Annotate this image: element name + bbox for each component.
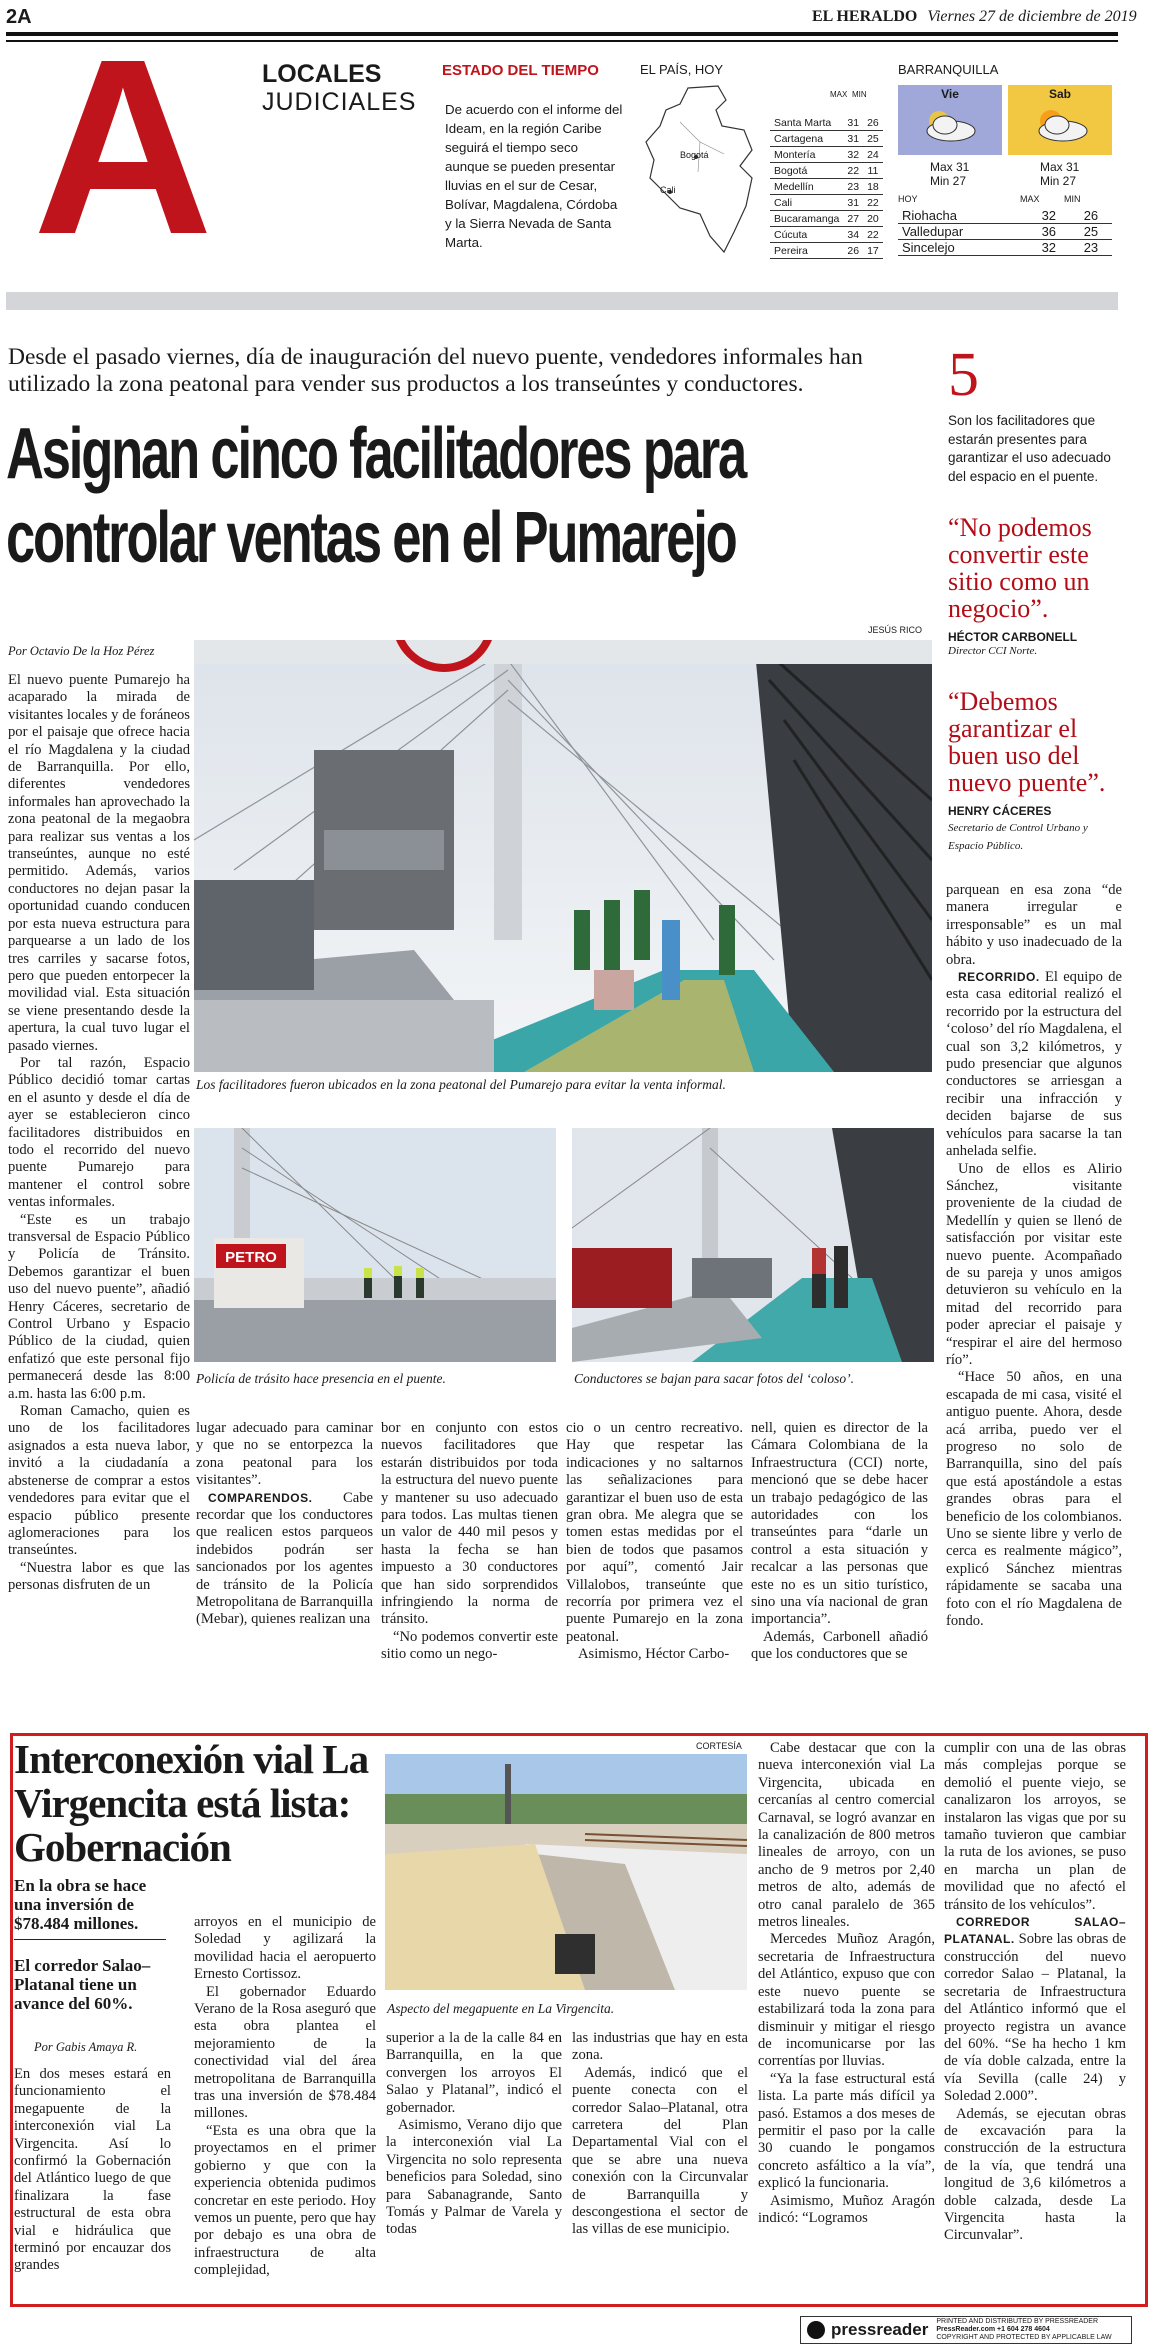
paragraph: “Esta es una obra que la proyectamos en el primer gobierno y que con la experiencia obtenida pudimos concretar en este periodo. Hoy vemos un puente, pero que hay por debajo es una obra de infraestructura de alta complejidad, [194,2122,376,2279]
weather-cell-min: 20 [863,211,883,227]
masthead-date: Viernes 27 de diciembre de 2019 [927,8,1137,25]
lead-label: COMPARENDOS. [208,1490,313,1505]
paragraph: “Este es un trabajo transversal de Espacio Público y Policía de Tránsito. Debemos garantizar el buen uso del nuevo puente”, añadió Henry Cáceres, secretario de Control Urbano y Espacio Público de la ciudad, quien enfatizó que este personal fijo permanecerá desde las 8:00 a.m. hasta las 6:00 p.m. [8,1211,190,1402]
weather-cell-name: Riohacha [898,208,1028,224]
sidebar-number-text: Son los facilitadores que estarán presentes para garantizar el uso adecuado del espacio en el puente. [948,413,1111,484]
weather-cell-name: Bogotá [770,163,843,179]
weather-title: ESTADO DEL TIEMPO [442,62,599,79]
story1-main-caption: Los facilitadores fueron ubicados en la zona peatonal del Pumarejo para evitar la venta informal. [196,1077,726,1092]
pressreader-logo-icon [807,2321,825,2339]
day1-max: Max 31 [930,160,970,174]
story2-headline: Interconexión vial La Virgencita está lista: Gobernación [14,1736,369,1870]
today-max-header: MAX [1020,194,1040,204]
weather-cell-name: Sincelejo [898,240,1028,256]
paragraph: “No podemos convertir este sitio como un nego- [381,1628,558,1663]
paragraph: El gobernador Eduardo Verano de la Rosa aseguró que esta obra plantea el mejoramiento de la conectividad vial del área metropolitana de Barranquilla tras una inversión de $78.484 millones. [194,1983,376,2122]
day2-min: Min 27 [1040,174,1077,188]
lead-label: CORREDOR SALAO–PLATANAL. [944,1915,1126,1947]
weather-cell-max: 31 [843,195,863,211]
lead-text: El equipo de esta casa editorial realizó el recorrido por la estructura del ‘coloso’ del río Magdalena, el cual son 3,2 kilómetros, y pudo presenciar que algunos conductores se arriesgan a recibir una infracción y deciden bajarse de sus vehículos para sacarse la tan anhelada selfie. [946,969,1122,1160]
paragraph: Además, indicó que el puente conecta con el corredor Salao–Platanal, otra carretera del Plan Departamental Vial con el que se abre una nueva conexión con la Circunvalar de Barranquilla y descongestiona el sector de las villas de ese municipio. [572,2064,748,2238]
paragraph: Asimismo, Héctor Carbo- [578,1646,730,1663]
sidebar-quote-2: “Debemos garantizar el buen uso del nuevo puente”. [948,687,1106,797]
weather-cell-min: 22 [863,195,883,211]
section-line2: JUDICIALES [262,88,417,116]
paragraph: cio o un centro recreativo. Hay que respetar las indicaciones y no saltarnos las señalizaciones para garantizar el buen uso de esta gran obra. Me alegra que se tomen estas medidas por el bien de todos que pasamos por aquí”, comentó Jair Villalobos, transeúnte que recorría por primera vez el puente Pumarejo en la zona peatonal. [566,1420,743,1645]
weather-row [770,227,883,243]
forecast-day-2 [1008,85,1112,155]
lead-paragraph [944,1914,1126,2105]
weather-cell-name: Santa Marta [770,115,843,131]
map-label-bogota: Bogotá [680,150,709,160]
story1-main-photo [194,640,932,1072]
paragraph: superior a la de la calle 84 en Barranquilla, en la que convergen los arroyos El Salao y Platanal”, indicó el gobernador. [386,2030,562,2116]
weather-cell-max: 23 [843,179,863,195]
highlight-1-text: En la obra se hace una inversión de $78.484 millones. [14,1876,147,1933]
paragraph: bor en conjunto con estos nuevos facilitadores que estarán distribuidos por toda la estructura del nuevo puente y mantener su uso adecuado para todos. Las multas tienen un valor de 440 mil pesos y hasta la fecha se han impuesto a 30 conductores que han sido sorprendidos infringiendo la norma de tránsito. [381,1420,558,1628]
story1-headline-line2: controlar ventas en el Pumarejo [6,498,736,578]
weather-row [770,211,883,227]
today-min-header: MIN [1064,194,1081,204]
today-label: HOY [898,194,918,204]
section-line1: LOCALES [262,60,382,88]
quote2-role: Secretario de Control Urbano y Espacio Público. [948,822,1088,852]
story2-highlight-1 [14,1876,166,1940]
megabridge-photo [385,1754,747,1990]
story2-col6 [944,1740,1126,2245]
partly-cloudy-icon [1025,101,1095,147]
lead-paragraph [196,1490,373,1629]
weather-text: De acuerdo con el informe del Ideam, en la región Caribe seguirá el tiempo seco aunque se pueden presentar lluvias en el sur de Cesar, Bolívar, Magdalena, Córdoba y la Sierra Nevada de Santa Marta. [445,102,623,250]
weather-cell-max: 32 [843,147,863,163]
weather-row [770,163,883,179]
paragraph: Asimismo, Muñoz Aragón indicó: “Logramos [758,2192,935,2226]
paragraph: las industrias que hay en esta zona. [572,2030,748,2064]
selfie-photo [572,1128,934,1362]
weather-cell-min: 22 [863,227,883,243]
sidebar-number: 5 [948,341,979,409]
story1-col6 [946,882,1122,1630]
weather-cell-name: Bucaramanga [770,211,843,227]
weather-row [898,240,1112,256]
story2-col1 [14,2066,171,2275]
lead-label: RECORRIDO. [958,970,1040,985]
colombia-map [640,82,770,257]
paragraph: Además, Carbonell añadió que los conductores que se [751,1628,928,1663]
paragraph: Mercedes Muñoz Aragón, secretaria de Infraestructura del Atlántico, expuso que con este nuevo puente se estabilizará toda la zona para disminuir y mitigar el riesgo de incomunicarse por las correntías por lluvias. [758,1931,935,2070]
story2-col4 [572,2030,748,2239]
city-table [770,115,883,259]
day2-max: Max 31 [1040,160,1080,174]
pressreader-footer[interactable] [800,2316,1132,2344]
story1-col2 [196,1420,373,1629]
weather-cell-min: 11 [863,163,883,179]
paragraph: “Ya la fase estructural está lista. La parte más difícil ya pasó. Estamos a dos meses de permitir el paso por la calle 30 cuando le pongamos concreto asfáltico a la vía”, explicó la funcionaria. [758,2070,935,2192]
pressreader-brand: pressreader [831,2320,929,2339]
story2-photo-credit: CORTESÍA [696,1741,742,1751]
weather-cell-max: 34 [843,227,863,243]
weather-row [770,243,883,259]
weather-row [898,208,1112,224]
paragraph: “Nuestra labor es que las personas disfruten de un [8,1559,190,1594]
quote1-name: HÉCTOR CARBONELL [948,630,1078,644]
weather-row [770,179,883,195]
weather-cell-max: 31 [843,115,863,131]
weather-row [898,224,1112,240]
story2-highlight-2 [14,1956,166,2013]
weather-row [770,195,883,211]
story2-photo [385,1754,747,1990]
local-label: BARRANQUILLA [898,62,999,77]
paragraph: Asimismo, Verano dijo que la interconexión vial La Virgencita no solo representa beneficios para Soledad, sino para Sabanagrande, Santo Tomás y Palmar de Varela y todas [386,2117,562,2238]
story2-byline: Por Gabis Amaya R. [34,2040,138,2054]
weather-row [770,131,883,147]
weather-cell-min: 18 [863,179,883,195]
today-table [898,208,1112,256]
weather-cell-min: 25 [1070,224,1112,240]
paragraph: Además, se ejecutan obras de excavación para la construcción de la estructura de la vía, que tendrá una longitud de 3,6 kilómetros a doble calzada, desde La Virgencita hasta la Circunvalar”. [944,2105,1126,2244]
city-min-header: MIN [852,90,867,99]
page-number: 2A [6,6,32,28]
weather-cell-max: 26 [843,243,863,259]
weather-cell-min: 25 [863,131,883,147]
paragraph: arroyos en el municipio de Soledad y agilizará la movilidad hacia el aeropuerto Ernesto Cortissoz. [194,1914,376,1983]
map-label-cali: Cali [660,185,676,195]
quote2-name: HENRY CÁCERES [948,804,1052,818]
section-band [6,292,1118,310]
weather-cell-name: Montería [770,147,843,163]
notice-line1: PRINTED AND DISTRIBUTED BY PRESSREADER [936,2318,1099,2325]
weather-cell-name: Cúcuta [770,227,843,243]
story1-col1 [8,672,190,1672]
forecast-day-1 [898,85,1002,155]
weather-row [770,115,883,131]
city-max-header: MAX [830,90,848,99]
forecast-day-name: Sab [1048,87,1071,101]
story1-caption-left: Policía de trásito hace presencia en el puente. [196,1371,446,1386]
masthead-paper [812,8,1137,26]
weather-cell-min: 23 [1070,240,1112,256]
story2-col3 [386,2030,562,2239]
sidebar-quote-1: “No podemos convertir este sitio como un negocio”. [948,513,1092,623]
notice-line3: COPYRIGHT AND PROTECTED BY APPLICABLE LAW [936,2334,1112,2341]
story2-col5 [758,1740,935,2227]
day1-min: Min 27 [930,174,967,188]
forecast-day-name: Vie [941,87,959,101]
weather-cell-max: 32 [1028,208,1070,224]
weather-cell-name: Cartagena [770,131,843,147]
weather-cell-name: Cali [770,195,843,211]
truck-sign: PETRO [225,1249,277,1266]
story1-photo-left [194,1128,556,1362]
paragraph: lugar adecuado para caminar y que no se entorpezca la zona peatonal para los visitantes”. [196,1420,373,1489]
story1-byline: Por Octavio De la Hoz Pérez [8,644,155,658]
weather-row [770,147,883,163]
weather-cell-max: 22 [843,163,863,179]
weather-cell-name: Pereira [770,243,843,259]
story1-col4 [566,1420,743,1664]
weather-cell-name: Valledupar [898,224,1028,240]
notice-line2: PressReader.com +1 604 278 4604 [936,2326,1050,2333]
story1-headline-line1: Asignan cinco facilitadores para [6,414,746,494]
weather-cell-name: Medellín [770,179,843,195]
paragraph: El nuevo puente Pumarejo ha acaparado la mirada de visitantes locales y de foráneos por el paisaje que ofrece hacia el río Magdalena y la ciudad de Barranquilla. Por ello, diferentes vendedores informales han aprovechado la zona peatonal de la megaobra para realizar sus ventas a los transeúntes, aunque no esté permitido. Además, varios conductores no dejan pasar la oportunidad cuando conducen por esta nueva estructura para parquearse a un lado de los tres carriles y sacarse fotos, pero que pueden entorpecer la movilidad vial. Esta situación se viene presentando desde la apertura, la cual tuvo lugar el pasado viernes. [8,672,190,1054]
lead-text: Cabe recordar que los conductores que realicen estos parqueos indebidos podrán ser sancionados por los agentes de tránsito de la Policía Metropolitana de Barranquilla (Mebar), quienes realizan una [196,1489,373,1628]
weather-cell-max: 31 [843,131,863,147]
story1-deck: Desde el pasado viernes, día de inauguración del nuevo puente, vendedores informales han utilizado la zona peatonal para vender sus productos a los transeúntes y conductores. [8,344,863,397]
story1-photo-right [572,1128,934,1362]
story1-col3 [381,1420,558,1664]
pressreader-notice [936,2318,1111,2342]
paragraph: nell, quien es director de la Cámara Colombiana de la Infraestructura (CCI) norte, mencionó que se debe hacer un trabajo pedagógico de las autoridades con los transeúntes para “darle un control a esta situación y recalcar a las personas que este no es un sitio turístico, sino una vía nacional de gran importancia”. [751,1420,928,1628]
quote1-role: Director CCI Norte. [948,645,1038,657]
paragraph: Uno de ellos es Alirio Sánchez, visitante proveniente de la ciudad de Medellín y quien se llenó de satisfacción por visitar este nuevo puente. Acompañado de su pareja y unos amigos detuvieron su vehículo en la mitad del recorrido para poder apreciar el paisaje y “respirar el aire del hermoso río”. [946,1160,1122,1368]
country-label: EL PAÍS, HOY [640,62,724,77]
lead-text: Sobre las obras de construcción del nuevo corredor Salao – Platanal, la secretaria de Infraestructura del Atlántico informó que el proyecto registra un avance del 60%. “Se ha hecho 1 km de vía doble calzada, entre la vía Sevilla (calle 24) y Soledad 2.000”. [944,1931,1126,2105]
weather-cell-max: 32 [1028,240,1070,256]
story1-photo-credit: JESÚS RICO [868,625,923,635]
story2-col2 [194,1914,376,2280]
highlight-2-text: El corredor Salao–Platanal tiene un avance del 60%. [14,1956,151,2013]
weather-cell-max: 27 [843,211,863,227]
paragraph: “Hace 50 años, en una escapada de mi casa, visité el antiguo puente. Ahora, desde acá arriba, puedo ver el progreso no solo de Barranquilla, sino del país que está apostándole a estas grandes obras para el beneficio de los colombianos. Uno se siente libre y verlo de cerca es realmente mágico”, explicó Sánchez mientras rápidamente se sacaba una foto con el río Magdalena de fondo. [946,1369,1122,1630]
story1-col5 [751,1420,928,1664]
paragraph: Por tal razón, Espacio Público decidió tomar cartas en el asunto y desde el día de ayer se establecieron cinco facilitadores distribuidos en todo el recorrido del nuevo puente Pumarejo para mantener el control sobre ventas informales. [8,1054,190,1211]
weather-cell-min: 17 [863,243,883,259]
story2-caption: Aspecto del megapuente en La Virgencita. [387,2001,615,2016]
weather-cell-min: 24 [863,147,883,163]
paper-name: EL HERALDO [812,8,918,25]
story1-caption-right: Conductores se bajan para sacar fotos del ‘coloso’. [574,1371,854,1386]
weather-cell-min: 26 [1070,208,1112,224]
cloud-icon [915,101,985,147]
paragraph: Cabe destacar que con la nueva interconexión vial La Virgencita, ubicada en cercanías al centro comercial Carnaval, se logró avanzar en la canalización de 800 metros lineales de arroyo, con un ancho de 9 metros por 2,40 metros de alto, además de otro canal paralelo de 365 metros lineales. [758,1740,935,1931]
lead-paragraph [946,969,1122,1160]
section-letter: A [32,7,208,286]
paragraph: parquean en esa zona “de manera irregular e irresponsable” es un mal hábito y uso inadecuado de la obra. [946,882,1122,968]
weather-cell-min: 26 [863,115,883,131]
weather-cell-max: 36 [1028,224,1070,240]
police-photo [194,1128,556,1362]
paragraph: En dos meses estará en funcionamiento el megapuente de la interconexión vial La Virgencita. Así lo confirmó la Gobernación del Atlántico luego de que finalizara la fase estructural de esta obra vial e hidráulica que terminó por encauzar dos grandes [14,2066,171,2274]
paragraph: Roman Camacho, quien es uno de los facilitadores asignados a esta nueva labor, invitó a la ciudadanía a abstenerse de comprar a estos vendedores para evitar que el espacio público presente aglomeraciones para los transeúntes. [8,1403,190,1559]
paragraph: cumplir con una de las obras más complejas porque se demolió el puente viejo, se canalizaron los arroyos, se instalaron las vigas que por su tamaño tuvieron que cambiar la ruta de los aviones, se puso en marcha un plan de movilidad que no afectó el tránsito de los vehículos”. [944,1740,1126,1913]
bridge-photo [194,640,932,1072]
